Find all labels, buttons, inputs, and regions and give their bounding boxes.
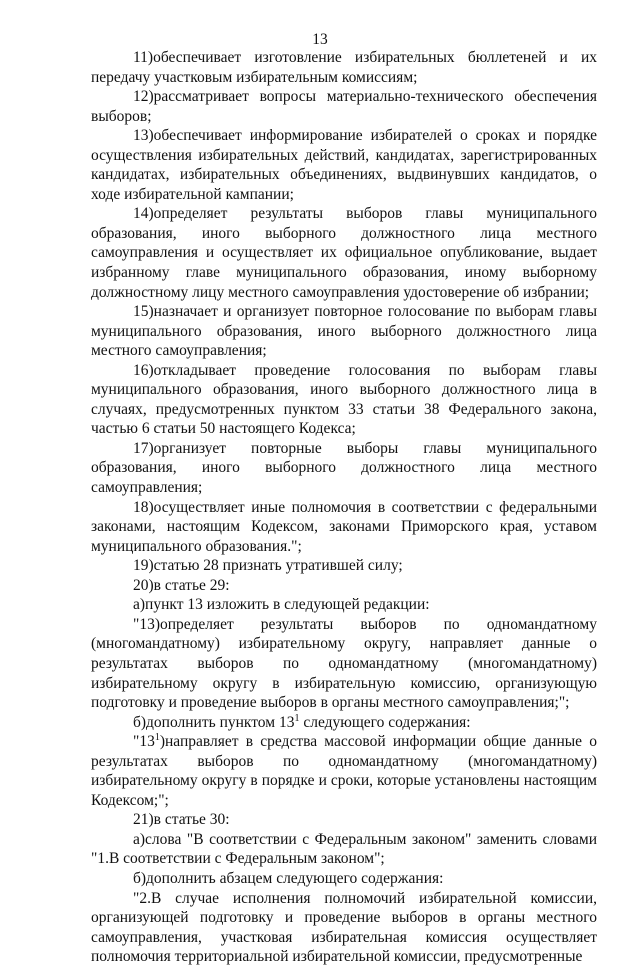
page-number: 13 xyxy=(312,31,328,48)
paragraph-item-11: 11)обеспечивает изготовление избирательных бюллетеней и их передачу участковым избирательным комиссиям; xyxy=(91,49,597,86)
paragraph-item-12: 12)рассматривает вопросы материально-технического обеспечения выборов; xyxy=(91,88,597,125)
quoted-item-13: "13)определяет результаты выборов по одномандатному (многомандатному) избирательному округу, направляет данные о результатах выборов по одномандатному (многомандатному) избирательному округу в избирательную комиссию, организующую подготовку и проведение выборов в органы местного самоуправления;"; xyxy=(91,615,597,712)
superscript-number: 1 xyxy=(294,712,300,724)
paragraph-item-19: 19)статью 28 признать утратившей силу; xyxy=(133,557,403,575)
paragraph-item-21: 21)в статье 30: xyxy=(133,811,230,829)
paragraph-item-13: 13)обеспечивает информирование избирателей о сроках и порядке осуществления избирательных действий, кандидатах, зарегистрированных кандидатах, избирательных объединениях, выдвинувших кандидатов, о ходе избирательной кампании; xyxy=(91,127,597,203)
document-body xyxy=(91,48,597,967)
quoted-paragraph-2: "2.В случае исполнения полномочий избирательной комиссии, организующей подготовку и проведение выборов в органы местного самоуправления, участковая избирательная комиссия осуществляет полномочия территориальной избирательной комиссии, предусмотренные xyxy=(91,889,597,966)
paragraph-text-before-superscript: б)дополнить пунктом 13 xyxy=(133,713,295,731)
paragraph-subitem-a: а)пункт 13 изложить в следующей редакции: xyxy=(133,596,430,614)
quoted-item-13-1 xyxy=(91,732,597,810)
paragraph-item-17: 17)организует повторные выборы главы муниципального образования, иного выборного должностного лица местного самоуправления; xyxy=(91,439,597,497)
paragraph-item-16: 16)откладывает проведение голосования по выборам главы муниципального образования, иного выборного должностного лица в случаях, предусмотренных пунктом 33 статьи 38 Федерального закона, частью 6 статьи 50 настоящего Кодекса; xyxy=(91,361,597,438)
superscript-number: 1 xyxy=(154,732,160,744)
paragraph-text-after-superscript: следующего содержания: xyxy=(299,713,471,731)
paragraph-text-before-superscript: "13 xyxy=(133,733,155,751)
paragraph-item-15: 15)назначает и организует повторное голосование по выборам главы муниципального образования, иного выборного должностного лица местного самоуправления; xyxy=(91,303,597,360)
paragraph-item-18: 18)осуществляет иные полномочия в соответствии с федеральными законами, настоящим Кодексом, законами Приморского края, уставом муниципального образования."; xyxy=(91,498,597,555)
paragraph-text-after-superscript: )направляет в средства массовой информации общие данные о результатах выборов по одномандатному (многомандатному) избирательному округу в порядке и сроки, которые установлены настоящим Кодексом;"; xyxy=(91,733,597,809)
paragraph-subitem-a-2: а)слова "В соответствии с Федеральным законом" заменить словами "1.В соответствии с Федеральным законом"; xyxy=(91,830,597,868)
paragraph-subitem-b xyxy=(91,713,597,733)
paragraph-item-14: 14)определяет результаты выборов главы муниципального образования, иного выборного должностного лица местного самоуправления и осуществляет их официальное опубликование, выдает избранному главе муниципального образования, иному выборному должностному лицу местного самоуправления удостоверение об избрании; xyxy=(91,205,597,301)
paragraph-subitem-b-2: б)дополнить абзацем следующего содержания: xyxy=(133,869,444,887)
paragraph-item-20: 20)в статье 29: xyxy=(133,576,230,594)
